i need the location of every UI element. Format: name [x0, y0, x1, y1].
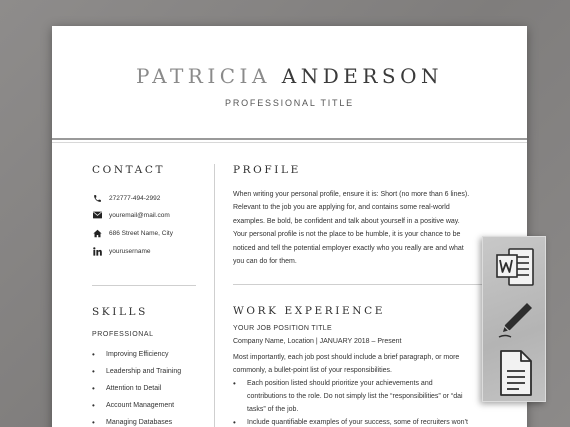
envelope-icon — [92, 210, 102, 220]
header-divider — [52, 138, 527, 140]
pen-icon — [493, 297, 537, 341]
full-name — [52, 64, 527, 88]
skill-item: • Account Management — [92, 401, 175, 410]
skill-item: • Attention to Detail — [92, 384, 162, 393]
contact-address — [92, 227, 173, 239]
skills-subheading: PROFESSIONAL — [92, 331, 154, 338]
job-description: Most importantly, each job post should include a brief paragraph, or more commonly, a bullet-point list of your responsibilities. — [233, 354, 460, 374]
contact-email — [92, 209, 170, 221]
linkedin-text: yourusername — [109, 247, 151, 255]
format-icons-panel — [482, 236, 546, 402]
right-section-divider — [233, 284, 509, 285]
word-document-icon — [493, 245, 537, 289]
left-section-divider — [92, 285, 196, 286]
contact-heading: CONTACT — [92, 164, 166, 176]
contact-linkedin — [92, 245, 151, 257]
profile-text: When writing your personal profile, ensure it is: Short (no more than 6 lines). Relevant to the job you are applying for, and contains some real-world examples. Be bold, be confident and talk about yourself in a positive way. Your personal profile is not the place to be humble, it is your chance to be noticed and tell the potential employer exactly who you really are and what you can do for them. — [233, 191, 470, 266]
header-divider-thin — [52, 142, 527, 143]
job-title: YOUR JOB POSITION TITLE — [233, 325, 332, 332]
email-text: youremail@mail.com — [109, 211, 170, 219]
skill-item: • Managing Databases — [92, 418, 173, 427]
profile-heading: PROFILE — [233, 164, 301, 176]
skill-item: • Leadership and Training — [92, 367, 182, 376]
skill-item: • Improving Efficiency — [92, 350, 169, 359]
resume-header — [52, 26, 527, 139]
phone-text: 272777-494-2992 — [109, 194, 161, 202]
column-divider — [214, 164, 215, 427]
work-experience-heading: WORK EXPERIENCE — [233, 305, 385, 317]
document-icon — [493, 349, 537, 393]
address-text: 686 Street Name, City — [109, 229, 173, 237]
contact-phone — [92, 192, 160, 204]
resume-page — [52, 26, 527, 427]
last-name: ANDERSON — [281, 64, 443, 88]
job-bullet: • Include quantifiable examples of your success, some of recruiters won’t — [233, 418, 468, 427]
skills-heading: SKILLS — [92, 306, 148, 318]
job-meta: Company Name, Location | JANUARY 2018 – Present — [233, 338, 402, 345]
linkedin-icon — [92, 246, 102, 256]
home-icon — [92, 228, 102, 238]
first-name: PATRICIA — [135, 64, 271, 88]
professional-title: PROFESSIONAL TITLE — [225, 98, 354, 108]
phone-icon — [92, 193, 102, 203]
job-bullet: • Each position listed should prioritize your achievements and contributions to the role. Do not simply list the “responsibilities” or “dai tasks” of the job. — [233, 379, 463, 413]
